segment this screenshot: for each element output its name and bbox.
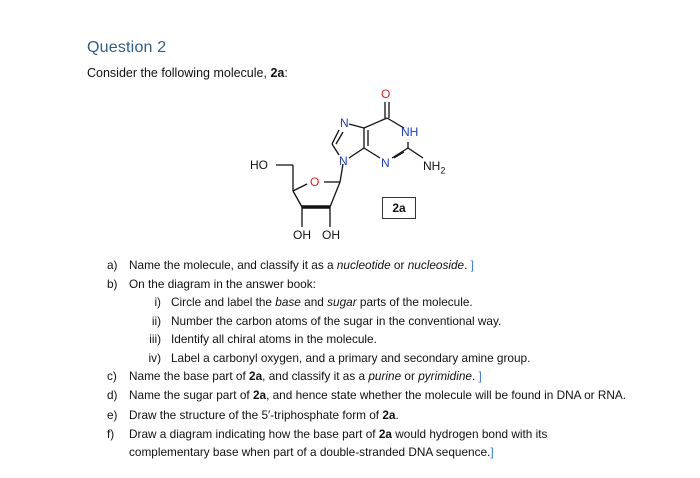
question-text: . [395,408,399,422]
n7-atom: N [340,116,349,130]
intro-pre: Consider the following molecule, [87,66,271,80]
amine-group [423,160,445,175]
subquestion-marker: ii) [151,313,161,328]
question-bold: 2a [249,369,263,383]
question-italic: base [275,295,301,309]
bond-n9-c4 [349,148,364,158]
ring-oxygen: O [310,175,320,189]
amine-nh: NH [423,159,441,173]
hydroxyl-c2: OH [322,228,340,242]
question-italic: nucleoside [407,258,465,272]
intro-text [87,66,288,80]
bond-c2-n3 [392,148,408,158]
question-d [107,386,627,405]
question-marker: a) [107,258,118,272]
question-list [107,256,627,462]
n1-h-atom: NH [401,125,419,139]
carbonyl-oxygen: O [381,87,391,101]
subquestion-marker: i) [154,295,161,309]
question-text: On the diagram in the answer book: [129,276,316,291]
question-title: Question 2 [87,39,167,56]
question-italic: purine [368,369,402,383]
n3-atom: N [381,156,390,170]
question-text: Name the molecule, and classify it as a [129,258,337,272]
bond-c2-nh2 [408,148,423,158]
bond-c5-n7 [349,124,364,128]
question-text: Number the carbon atoms of the sugar in the conventional way. [171,313,502,328]
subquestion-marker: iii) [149,332,161,346]
compound-label: 2a [382,197,416,219]
question-a [107,256,627,275]
question-text: or [390,258,408,272]
question-marker: f) [107,426,115,441]
question-italic: sugar [327,295,357,309]
text-cursor: ] [470,258,474,272]
question-text: . [471,369,476,383]
question-bold: 2a [382,408,396,422]
bond-c4-c3 [293,191,302,207]
question-marker: d) [107,387,118,402]
question-marker: e) [107,408,118,422]
question-c [107,367,627,386]
bond-c8-n9 [332,144,339,155]
question-text: , and hence state whether the molecule will be found in DNA or RNA. [266,387,627,402]
question-text: Name the sugar part of [129,387,253,402]
question-text: or [401,369,419,383]
bond-o4-c4 [293,184,307,191]
bond-n3-c4 [364,148,380,158]
question-bold: 2a [378,426,392,441]
question-b [107,275,627,294]
text-cursor: ] [478,369,482,383]
hydroxymethyl-oh: HO [250,158,268,172]
question-bold: 2a [252,387,267,402]
question-italic: nucleotide [336,258,391,272]
bond-c5-c6 [364,118,387,128]
question-text: parts of the molecule. [356,295,473,309]
question-f [107,425,627,462]
question-text: would hydrogen bond with its complementary base when part of a double-stranded DNA sequence. [129,426,548,459]
question-text: Identify all chiral atoms in the molecule. [171,332,377,346]
n9-atom: N [339,154,348,168]
question-text: . [464,258,468,272]
question-text: Draw the structure of the 5′-triphosphate form of [129,408,383,422]
question-e [107,406,627,425]
question-text: Label a carbonyl oxygen, and a primary and secondary amine group. [171,350,531,365]
question-b-i [107,293,627,312]
amine-subscript: 2 [440,165,446,176]
text-cursor: ] [490,445,494,459]
subquestion-marker: iv) [148,350,161,365]
hydroxyl-c3: OH [293,228,311,242]
question-marker: c) [107,369,117,383]
question-text: Draw a diagram indicating how the base part of [129,426,379,441]
question-text: and [300,295,328,309]
intro-compound: 2a [270,66,285,80]
question-b-ii [107,312,627,331]
question-text: , and classify it as a [262,369,369,383]
question-b-iii [107,330,627,349]
question-b-iv [107,349,627,368]
question-text: Name the base part of [129,369,250,383]
question-marker: b) [107,276,118,291]
intro-post: : [284,66,288,80]
molecule-diagram [240,84,480,254]
question-text: Circle and label the [171,295,276,309]
bond-c2-c1 [330,182,340,207]
question-italic: pyrimidine [418,369,472,383]
